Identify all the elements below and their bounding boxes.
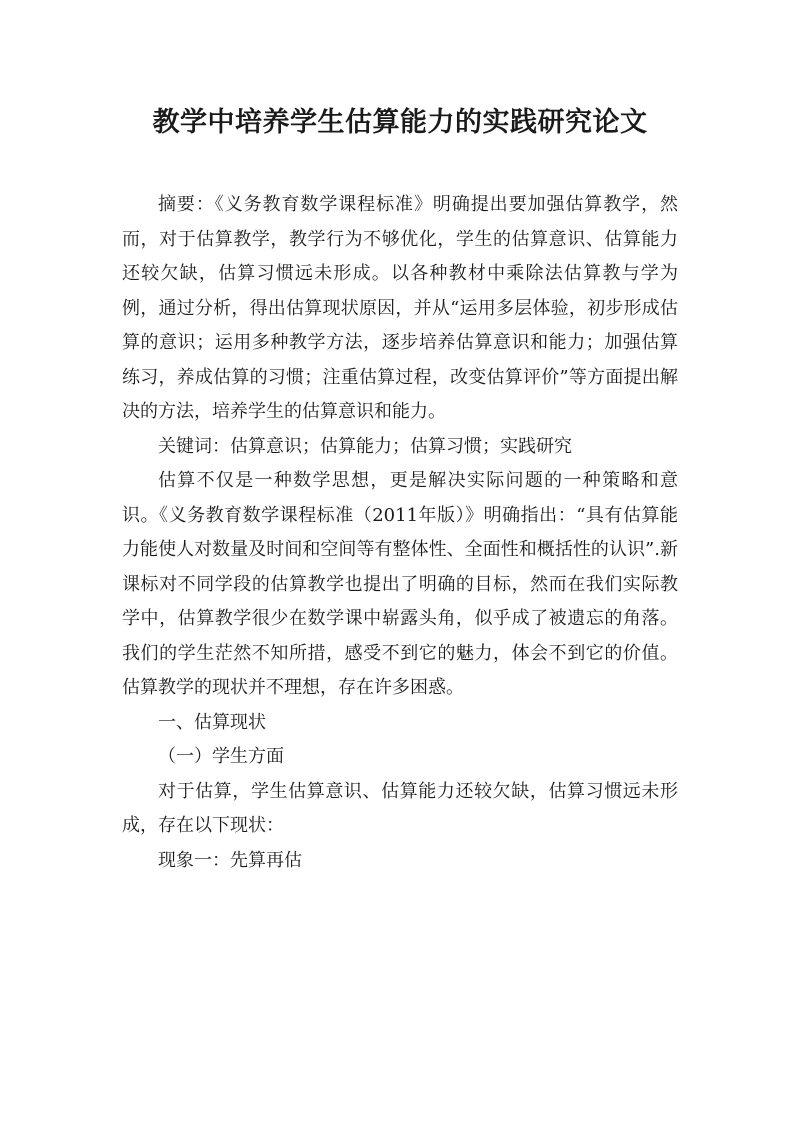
- phenomenon-heading: 现象一：先算再估: [158, 849, 302, 871]
- keywords-paragraph: 关键词：估算意识；估算能力；估算习惯；实践研究: [158, 435, 572, 457]
- subsection-heading: （一）学生方面: [158, 746, 284, 767]
- abstract-paragraph: 摘要：《义务教育数学课程标准》明确提出要加强估算教学，然而，对于估算教学，教学行为不够优化，学生的估算意识、估算能力还较欠缺，估算习惯远未形成。以各种教材中乘除法估算教与学为例，通过分析，得出估算现状原因，并从“运用多层体验，初步形成估算的意识；运用多种教学方法，逐步培养估算意识和能力；加强估算练习，养成估算的习惯；注重估算过程，改变估算评价”等方面提出解决的方法，培养学生的估算意识和能力。: [122, 194, 678, 422]
- body-paragraph: 对于估算，学生估算意识、估算能力还较欠缺，估算习惯远未形成，存在以下现状：: [122, 780, 678, 836]
- section-heading: 一、估算现状: [158, 711, 266, 733]
- document-title: 教学中培养学生估算能力的实践研究论文: [152, 107, 648, 138]
- intro-paragraph: 估算不仅是一种数学思想，更是解决实际问题的一种策略和意识。《义务教育数学课程标准（2011年版）》明确指出：“具有估算能力能使人对数量及时间和空间等有整体性、全面性和概括性的认识”.新课标对不同学段的估算教学也提出了明确的目标，然而在我们实际教学中，估算教学很少在数学课中崭露头角，似乎成了被遗忘的角落。我们的学生茫然不知所措，感受不到它的魅力，体会不到它的价值。估算教学的现状并不理想，存在许多困惑。: [122, 470, 678, 698]
- document-body: [122, 188, 678, 878]
